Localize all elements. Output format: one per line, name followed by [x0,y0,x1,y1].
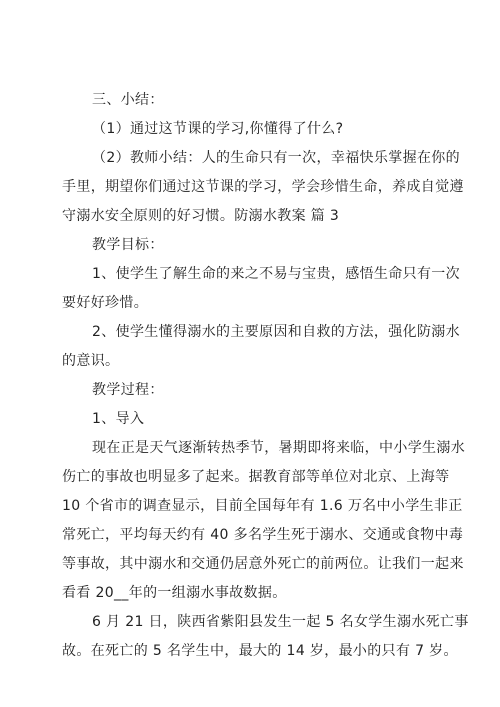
paragraph-line: 6 月 21 日，陕西省紫阳县发生一起 5 名女学生溺水死亡事 [92,614,469,630]
paragraph-line: 看看 20__年的一组溺水事故数据。 [62,585,287,601]
section-heading-process: 教学过程： [92,382,164,398]
subsection-heading-intro: 1、导入 [92,411,145,427]
paragraph-line: 2、使学生懂得溺水的主要原因和自救的方法，强化防溺水 [92,324,461,340]
paragraph-line: 等事故，其中溺水和交通仍居意外死亡的前两位。让我们一起来 [62,556,464,572]
paragraph-line: （2）教师小结：人的生命只有一次，幸福快乐掌握在你的 [92,150,461,166]
paragraph-line: 伤亡的事故也明显多了起来。据教育部等单位对北京、上海等 [62,469,450,485]
paragraph-line: 10 个省市的调查显示，目前全国每年有 1.6 万名中小学生非正 [62,498,463,514]
paragraph-line: 1、使学生了解生命的来之不易与宝贵，感悟生命只有一次 [92,266,461,282]
paragraph-line: 现在正是天气逐渐转热季节，暑期即将来临，中小学生溺水 [92,440,466,456]
paragraph-line: 的意识。 [62,353,120,369]
paragraph-line: （1）通过这节课的学习,你懂得了什么? [92,121,344,137]
section-heading-goals: 教学目标： [92,237,164,253]
section-heading-summary: 三、小结： [92,92,164,108]
paragraph-line: 手里，期望你们通过这节课的学习，学会珍惜生命，养成自觉遵 [62,179,464,195]
paragraph-line: 常死亡，平均每天约有 40 多名学生死于溺水、交通或食物中毒 [62,527,464,543]
paragraph-line: 故。在死亡的 5 名学生中，最大的 14 岁，最小的只有 7 岁。 [62,643,458,659]
paragraph-line: 要好好珍惜。 [62,295,149,311]
paragraph-line: 守溺水安全原则的好习惯。防溺水教案 篇 3 [62,208,340,224]
